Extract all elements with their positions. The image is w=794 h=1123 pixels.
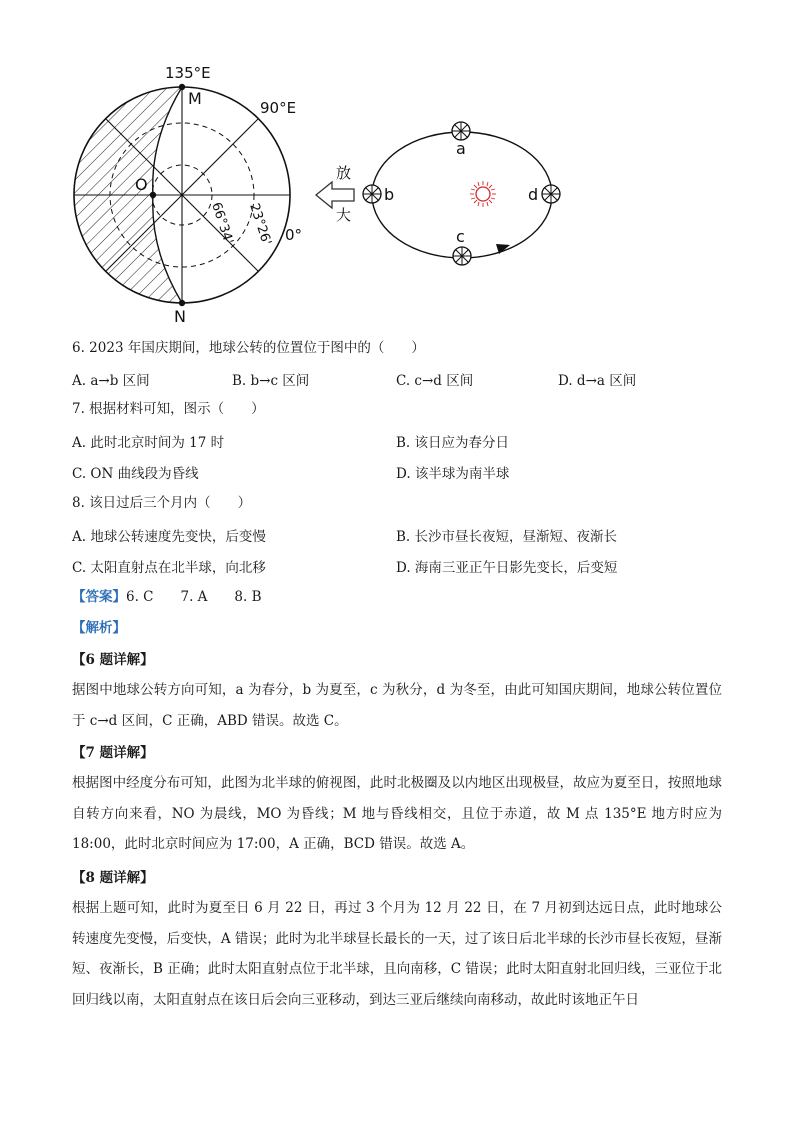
label-23-26: 23°26': [246, 201, 274, 248]
label-0: 0°: [285, 226, 303, 244]
earth-c-icon: [453, 247, 471, 265]
q6-option-d: D. d→a 区间: [558, 373, 637, 389]
q7-stem: 7. 根据材料可知，图示（ ）: [72, 401, 265, 417]
detail8-title: 【8 题详解】: [72, 870, 154, 886]
orbit-label-d: d: [528, 185, 539, 204]
q7-option-c: C. ON 曲线段为昏线: [72, 466, 199, 482]
q6-stem: 6. 2023 年国庆期间，地球公转的位置位于图中的（ ）: [72, 340, 425, 356]
detail6-text: 据图中地球公转方向可知，a 为春分，b 为夏至，c 为秋分，d 为冬至，由此可知国庆期间，地球公转位置位于 c→d 区间，C 正确，ABD 错误。故选 C。: [72, 682, 722, 729]
q6-option-c: C. c→d 区间: [396, 373, 474, 389]
detail7-title: 【7 题详解】: [72, 745, 154, 761]
analysis-label: 【解析】: [72, 620, 126, 636]
answer-line: [72, 587, 262, 607]
earth-a-icon: [452, 122, 470, 140]
geography-figure: [0, 0, 794, 330]
zoom-arrow: [316, 182, 354, 208]
q7-option-d: D. 该半球为南半球: [396, 466, 510, 482]
point-o-dot: [150, 192, 156, 198]
earth-d-icon: [542, 185, 560, 203]
detail7-text: 根据图中经度分布可知，此图为北半球的俯视图，此时北极圈及以内地区出现极昼，故应为夏至日，按照地球自转方向来看，NO 为晨线，MO 为昏线；M 地与昏线相交，且位于赤道，故 M 点 135°E 地方时应为 18:00，此时北京时间应为 17:00，A 正确，BCD 错误。故选 A。: [72, 775, 722, 852]
answer-text: 6. C 7. A 8. B: [126, 589, 262, 605]
detail6-title: 【6 题详解】: [72, 652, 154, 668]
label-66-34: 66°34': [208, 200, 236, 247]
label-90e: 90°E: [260, 99, 297, 117]
orbit-label-b: b: [384, 185, 395, 204]
q8-option-d: D. 海南三亚正午日影先变长，后变短: [396, 560, 618, 576]
label-135e: 135°E: [165, 64, 211, 82]
q8-option-c: C. 太阳直射点在北半球，向北移: [72, 560, 266, 576]
point-n-dot: [179, 300, 185, 306]
label-n: N: [174, 307, 186, 326]
earth-b-icon: [363, 185, 381, 203]
figure-svg: [0, 0, 794, 330]
q6-option-a: A. a→b 区间: [72, 373, 150, 389]
sun-icon: [470, 181, 496, 207]
q7-option-b: B. 该日应为春分日: [396, 435, 510, 451]
q8-option-a: A. 地球公转速度先变快，后变慢: [72, 529, 266, 545]
q7-option-a: A. 此时北京时间为 17 时: [72, 435, 225, 451]
orbit-label-a: a: [456, 139, 466, 158]
detail8-text: 根据上题可知，此时为夏至日 6 月 22 日，再过 3 个月为 12 月 22 日，在 7 月初到达远日点，此时地球公转速度先变慢，后变快，A 错误；此时为北半球昼长最长的一天，过了该日后北半球的长沙市昼长夜短，昼渐短、夜渐长，B 正确；此时太阳直射点位于北半球，且向南移，C 错误；此时太阳直射北回归线，三亚位于北回归线以南，太阳直射点在该日后会向三亚移动，到达三亚后继续向南移动，故此时该地正午日: [72, 900, 722, 1008]
zoom-label-top: 放: [336, 164, 352, 182]
q8-option-b: B. 长沙市昼长夜短，昼渐短、夜渐长: [396, 529, 618, 545]
zoom-label-bottom: 大: [336, 206, 352, 224]
point-m-dot: [179, 84, 185, 90]
orbit-label-c: c: [456, 227, 465, 246]
label-m: M: [188, 89, 202, 108]
answer-label: 【答案】: [72, 589, 126, 605]
label-o: O: [135, 175, 148, 194]
q6-option-b: B. b→c 区间: [232, 373, 310, 389]
q8-stem: 8. 该日过后三个月内（ ）: [72, 495, 252, 511]
